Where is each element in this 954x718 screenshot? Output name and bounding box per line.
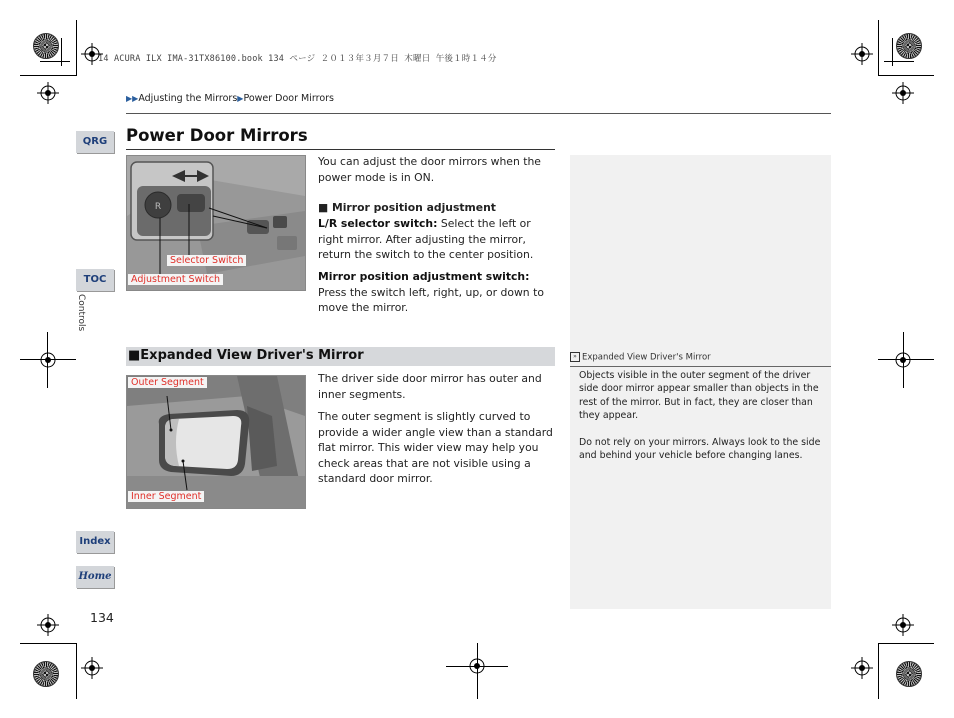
registration-mark-icon (892, 349, 914, 371)
selector-switch-callout: Selector Switch (167, 255, 246, 266)
registration-star-icon (33, 33, 59, 59)
note-heading-text: Expanded View Driver's Mirror (582, 352, 711, 363)
note-divider (570, 366, 831, 367)
registration-star-icon (33, 661, 59, 687)
registration-star-icon (896, 33, 922, 59)
registration-mark-icon (851, 657, 873, 679)
lr-switch-label: L/R selector switch: (318, 217, 438, 230)
breadcrumb-current: Power Door Mirrors (243, 93, 334, 104)
svg-text:R: R (154, 202, 162, 212)
note-paragraph-2: Do not rely on your mirrors. Always look to the side and behind your vehicle before changing lanes. (579, 437, 821, 462)
expanded-view-heading-text: Expanded View Driver's Mirror (140, 348, 364, 363)
registration-mark-icon (37, 614, 59, 636)
mirror-adjust-heading (318, 200, 556, 216)
registration-mark-icon (81, 657, 103, 679)
registration-mark-icon (892, 614, 914, 636)
registration-mark-icon (466, 655, 488, 677)
mirror-adjust-heading-text: Mirror position adjustment (331, 201, 496, 214)
adjustment-switch-callout: Adjustment Switch (128, 274, 223, 285)
index-tab-button[interactable]: Index (76, 531, 114, 553)
inner-segment-callout: Inner Segment (128, 491, 204, 502)
registration-star-icon (896, 661, 922, 687)
square-bullet-icon: ■ (128, 348, 141, 363)
breadcrumb (126, 93, 334, 104)
print-metadata: 14 ACURA ILX IMA-31TX86100.book 134 ページ ２０１３年３月７日 木曜日 午後１時１４分 (98, 54, 497, 64)
note-paragraph-1: Objects visible in the outer segment of the driver side door mirror appear smaller than objects in the rest of the mirror. But in fact, they are closer than they appear. (579, 370, 819, 421)
toc-tab-button[interactable]: TOC (76, 269, 114, 291)
note-reference-icon: » (570, 352, 580, 362)
title-divider (126, 149, 555, 150)
position-switch-paragraph (318, 269, 556, 316)
registration-mark-icon (892, 82, 914, 104)
note-heading (570, 352, 711, 363)
qrg-tab-button[interactable]: QRG (76, 131, 114, 153)
intro-text: You can adjust the door mirrors when the power mode is in ON. (318, 155, 541, 184)
home-tab-button[interactable]: Home (76, 566, 114, 588)
expanded-view-heading (128, 348, 364, 363)
breadcrumb-separator-icon: ▶ (237, 94, 244, 103)
side-mirror-illustration (127, 376, 305, 508)
registration-mark-icon (851, 43, 873, 65)
breadcrumb-parent-link[interactable]: Adjusting the Mirrors (138, 93, 238, 104)
page-number: 134 (90, 610, 114, 625)
registration-mark-icon (37, 82, 59, 104)
lr-switch-paragraph (318, 216, 556, 263)
breadcrumb-arrow-icon: ▶▶ (126, 94, 139, 103)
expanded-paragraph-1: The driver side door mirror has outer and inner segments. (318, 372, 542, 401)
position-switch-text: Press the switch left, right, up, or down to move the mirror. (318, 285, 544, 314)
outer-segment-callout: Outer Segment (128, 377, 207, 388)
expanded-paragraph-2: The outer segment is slightly curved to provide a wider angle view than a standard flat mirror. This wider view may help you check areas that are not visible using a standard door mirror. (318, 410, 553, 485)
lr-switch-text: Select the left or right mirror. After adjusting the mirror, return the switch to the center position. (318, 217, 534, 261)
registration-mark-icon (37, 349, 59, 371)
position-switch-label: Mirror position adjustment switch: (318, 270, 530, 283)
square-bullet-icon: ■ (318, 201, 332, 214)
page-title: Power Door Mirrors (126, 126, 308, 145)
header-divider (126, 113, 831, 114)
mirror-switch-illustration (127, 156, 305, 290)
side-mirror-photo (126, 375, 306, 509)
mirror-switch-photo (126, 155, 306, 291)
section-label: Controls (76, 294, 86, 332)
